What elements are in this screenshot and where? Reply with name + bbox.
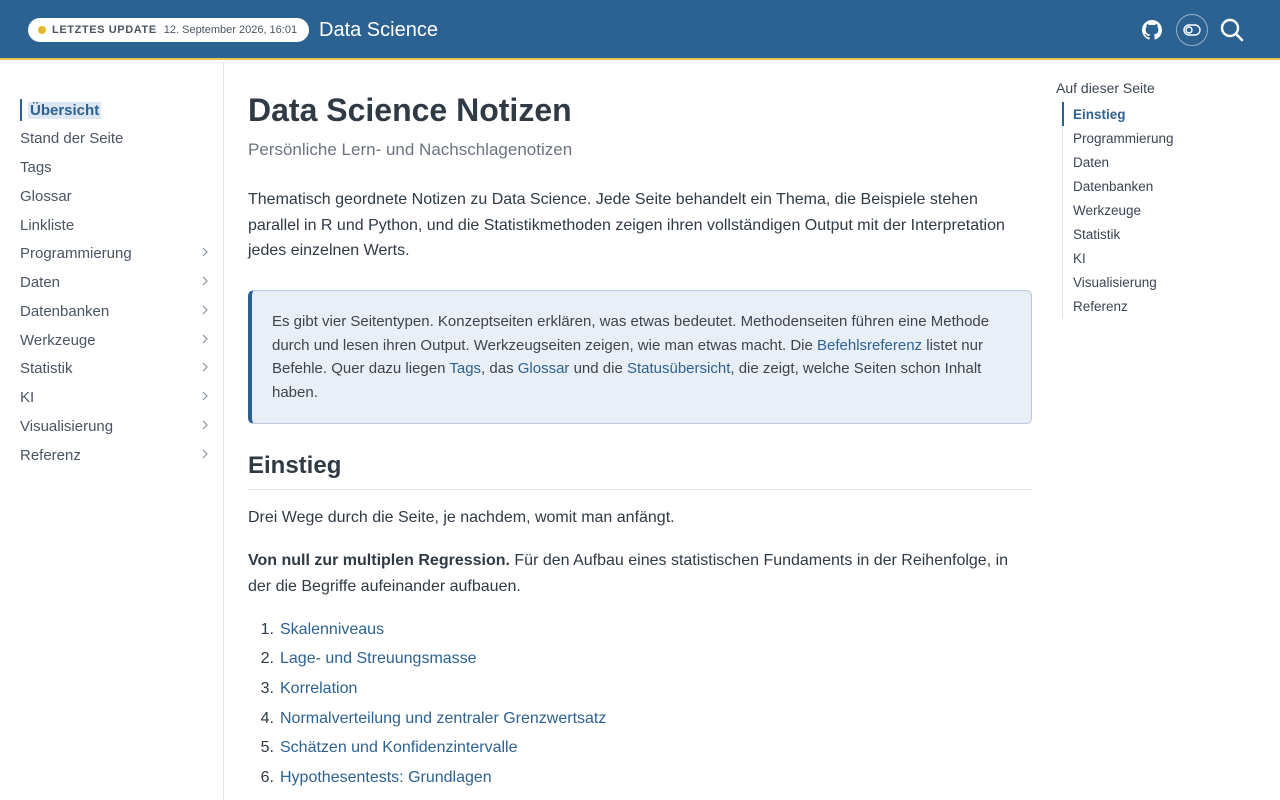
sidebar-item-datenbanken[interactable] — [20, 300, 210, 322]
callout-text: , das — [481, 360, 518, 377]
sidebar-item-glossar[interactable] — [20, 185, 210, 207]
list-item — [248, 645, 1032, 675]
step-link[interactable]: Hypothesentests: Grundlagen — [280, 768, 492, 786]
sidebar-item-label: Visualisierung — [20, 417, 114, 435]
chevron-right-icon[interactable] — [200, 334, 210, 344]
list-number: 5. — [260, 739, 274, 757]
sidebar-item-statistik[interactable] — [20, 357, 210, 379]
sidebar-item-ki[interactable] — [20, 386, 210, 408]
step-link[interactable]: Lage- und Streuungsmasse — [280, 650, 477, 668]
sidebar-nav — [0, 62, 224, 800]
sidebar-item-werkzeuge[interactable] — [20, 329, 210, 351]
sidebar-item-label: Statistik — [20, 359, 73, 377]
site-title[interactable]: Data Science — [319, 19, 438, 41]
info-callout — [248, 290, 1032, 424]
page-subtitle: Persönliche Lern- und Nachschlagenotizen — [248, 140, 573, 159]
sidebar-item-label: Datenbanken — [20, 302, 110, 320]
list-number: 3. — [260, 679, 274, 697]
top-navbar — [0, 0, 1280, 60]
chevron-right-icon[interactable] — [200, 276, 210, 286]
toc-item-visualisierung[interactable]: Visualisierung — [1073, 274, 1157, 290]
befehlsreferenz-link[interactable]: Befehlsreferenz — [817, 336, 923, 354]
section-lead: Drei Wege durch die Seite, je nachdem, womit man anfängt. — [248, 509, 675, 526]
toc-item-ki[interactable]: KI — [1073, 250, 1086, 266]
sidebar-item-stand-der-seite[interactable] — [20, 127, 210, 149]
sidebar-item-label: Stand der Seite — [20, 129, 124, 147]
list-item — [248, 733, 1032, 763]
list-item — [248, 763, 1032, 793]
table-of-contents — [1056, 80, 1266, 314]
statusuebersicht-link[interactable]: Statusübersicht — [626, 360, 731, 377]
sidebar-item-label: Werkzeuge — [20, 331, 96, 349]
github-icon[interactable] — [1140, 18, 1164, 42]
path-text: Für den Aufbau eines statistischen Fundaments in der Reihenfolge, in der die Begriffe aufeinander aufbauen. — [248, 552, 1009, 595]
list-item — [248, 615, 1032, 645]
sidebar-item-linkliste[interactable] — [20, 214, 210, 236]
chevron-right-icon[interactable] — [200, 391, 210, 401]
sidebar-item-label: Übersicht — [30, 101, 100, 119]
section-heading-einstieg: Einstieg — [248, 452, 1032, 490]
sidebar-item-daten[interactable] — [20, 271, 210, 293]
tags-link[interactable]: Tags — [449, 360, 482, 377]
sidebar-item-visualisierung[interactable] — [20, 415, 210, 437]
toc-item-einstieg[interactable]: Einstieg — [1062, 102, 1262, 126]
toc-item-datenbanken[interactable]: Datenbanken — [1073, 178, 1154, 194]
chevron-right-icon[interactable] — [200, 420, 210, 430]
sidebar-item-tags[interactable] — [20, 156, 210, 178]
step-link[interactable]: Korrelation — [280, 679, 358, 697]
badge-date: 12. September 2026, 16:01 — [163, 24, 298, 36]
last-update-badge — [28, 18, 309, 42]
sidebar-item-label: KI — [20, 388, 35, 406]
sidebar-item-label: Glossar — [20, 187, 72, 205]
step-link[interactable]: Normalverteilung und zentraler Grenzwertsatz — [280, 709, 607, 727]
status-dot-icon — [38, 26, 46, 34]
sidebar-item-label: Programmierung — [20, 244, 132, 262]
toc-item-statistik[interactable]: Statistik — [1073, 226, 1121, 242]
sidebar-item-label: Referenz — [20, 446, 81, 464]
page-title: Data Science Notizen — [248, 92, 572, 128]
sidebar-item-uebersicht[interactable] — [20, 99, 210, 121]
callout-text: listet nur Befehle. Quer dazu liegen — [272, 336, 983, 377]
list-item — [248, 704, 1032, 734]
list-number: 4. — [260, 709, 274, 727]
callout-text: , die zeigt, welche Seiten schon Inhalt haben. — [272, 360, 982, 401]
intro-paragraph: Thematisch geordnete Notizen zu Data Science. Jede Seite behandelt ein Thema, die Beispiele stehen parallel in R und Python, und die Statistikmethoden zeigen ihren vollständigen Output mit der Interpretation jedes einzelnen Werts. — [248, 191, 1005, 259]
toc-item-referenz[interactable]: Referenz — [1073, 298, 1128, 314]
toc-item-daten[interactable]: Daten — [1073, 154, 1110, 170]
toc-item-werkzeuge[interactable]: Werkzeuge — [1073, 202, 1142, 218]
chevron-right-icon[interactable] — [200, 305, 210, 315]
path-title: Von null zur multiplen Regression. — [248, 552, 510, 569]
chevron-right-icon[interactable] — [200, 449, 210, 459]
step-link[interactable]: Schätzen und Konfidenzintervalle — [280, 739, 518, 757]
search-icon[interactable] — [1218, 16, 1246, 44]
list-number: 2. — [260, 650, 274, 668]
toc-title: Auf dieser Seite — [1056, 80, 1155, 96]
callout-text: und die — [569, 360, 627, 377]
list-number: 1. — [260, 620, 274, 638]
toc-item-programmierung[interactable]: Programmierung — [1073, 130, 1174, 146]
callout-text: Es gibt vier Seitentypen. Konzeptseiten erklären, was etwas bedeutet. Methodenseiten führen eine Methode durch und lesen ihren Output. Werkzeugseiten zeigen, wie man etwas macht. Die — [272, 313, 990, 354]
theme-toggle-icon[interactable] — [1176, 14, 1208, 46]
step-link[interactable]: Skalenniveaus — [280, 620, 385, 638]
sidebar-item-label: Daten — [20, 273, 61, 291]
sidebar-item-referenz[interactable] — [20, 444, 210, 466]
list-number: 6. — [260, 768, 274, 786]
sidebar-item-programmierung[interactable] — [20, 242, 210, 264]
badge-label: LETZTES UPDATE — [52, 24, 157, 36]
path-paragraph — [248, 548, 1032, 599]
toc-list — [1062, 102, 1262, 318]
glossar-link[interactable]: Glossar — [517, 360, 570, 377]
learning-path-list — [248, 615, 1032, 793]
chevron-right-icon[interactable] — [200, 362, 210, 372]
sidebar-item-label: Tags — [20, 158, 52, 176]
sidebar-item-label: Linkliste — [20, 216, 75, 234]
list-item — [248, 674, 1032, 704]
chevron-right-icon[interactable] — [200, 247, 210, 257]
